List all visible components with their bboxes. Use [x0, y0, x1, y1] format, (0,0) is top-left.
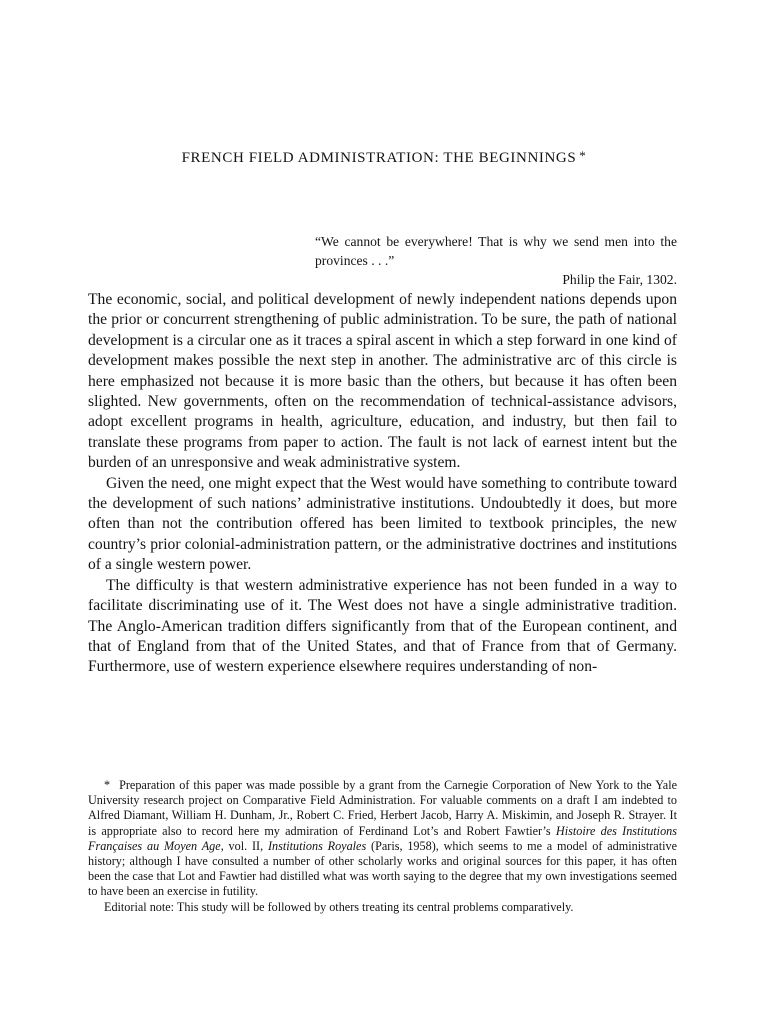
page-title: [0, 150, 768, 167]
editorial-note: Editorial note: This study will be followed by others treating its central problems comparatively.: [104, 899, 574, 914]
footnote-text-2: , vol. II,: [220, 838, 268, 853]
epigraph-attribution: Philip the Fair, 1302.: [562, 272, 677, 287]
body-text: [88, 290, 677, 678]
footnote-text-1: Preparation of this paper was made possible by a grant from the Carnegie Corporation of New York to the Yale University research project on Comparative Field Administration. For valuable comments on a draft I am indebted to Alfred Diamant, William H. Dunham, Jr., Robert C. Fried, Herbert Jacob, Harry A. Miskimin, and Joseph R. Strayer. It is appropriate also to record here my admiration of Ferdinand Lot’s and Robert Fawtier’s: [88, 778, 677, 838]
footnote-volume-title: Institutions Royales: [267, 838, 367, 853]
title-footnote-marker: *: [579, 148, 587, 163]
body-paragraph-2: Given the need, one might expect that the West would have something to contribute toward the development of such nations’ administrative institutions. Undoubtedly it does, but more often than not the contribution offered has been limited to textbook principles, the new country’s prior colonial-administration pattern, or the administrative doctrines and institutions of a single western power.: [88, 474, 677, 574]
body-paragraph-3: The difficulty is that western administrative experience has not been funded in a way to facilitate discriminating use of it. The West does not have a single administrative tradition. The Anglo-American tradition differs significantly from that of the European continent, and that of England from that of the United States, and that of France from that of Germany. Furthermore, use of western experience elsewhere requires understanding of non-: [88, 576, 677, 676]
body-paragraph-1: The economic, social, and political development of newly independent nations depends upon the prior or concurrent strengthening of public administration. To be sure, the path of national development is a circular one as it traces a spiral ascent in which a step forward in one kind of development makes possible the next step in another. The administrative arc of this circle is here emphasized not because it is more basic than the others, but because it has often been slighted. New governments, often on the recommendation of technical-assistance advisors, adopt excellent programs in health, agriculture, education, and industry, but then fail to translate these programs from paper to action. The fault is not lack of earnest intent but the burden of an unresponsive and weak administrative system.: [88, 291, 677, 472]
footnote-text-3: (Paris, 1958), which seems to me a model of administrative history; although I have consulted a number of other scholarly works and original sources for this paper, it has often been the case that Lot and Fawtier had distilled what was worth saying to the degree that my own investigations seemed to have been an exercise in futility.: [88, 838, 677, 899]
epigraph-quote: “We cannot be everywhere! That is why we send men into the provinces . . .”: [315, 234, 677, 268]
footnote-marker: *: [104, 778, 111, 792]
footnote-book-title: Histoire des Institutions Françaises au Moyen Age: [88, 823, 677, 853]
footnote: [88, 778, 677, 915]
footnote-paragraph: [88, 778, 677, 900]
title-text: FRENCH FIELD ADMINISTRATION: THE BEGINNINGS: [181, 150, 577, 166]
epigraph: [315, 232, 677, 289]
